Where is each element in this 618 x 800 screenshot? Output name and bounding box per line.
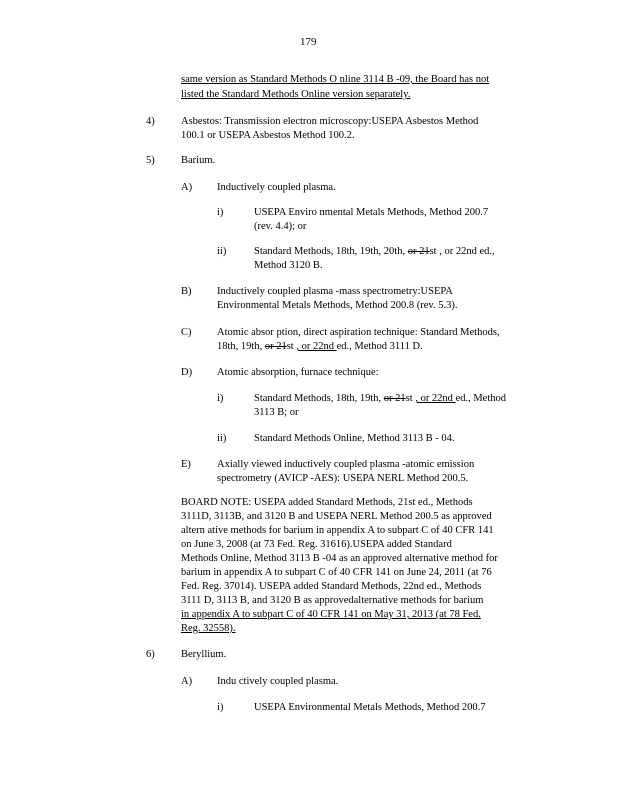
board-note-line-1: BOARD NOTE: USEPA added Standard Methods, 21st ed., Methods xyxy=(181,497,473,508)
item-5b-line-2: Environmental Metals Methods, Method 200.8 (rev. 5.3). xyxy=(217,300,458,311)
item-5e-line-2: spectrometry (AVICP -AES): USEPA NERL Method 200.5. xyxy=(217,473,469,484)
item-5e-letter: E) xyxy=(181,459,191,470)
item-5c-line-1: Atomic absor ption, direct aspiration technique: Standard Methods, xyxy=(217,327,500,338)
board-note-line-5: Methods Online, Method 3113 B -04 as an approved alternative method for xyxy=(181,553,498,564)
item-5d-ii-number: ii) xyxy=(217,433,227,444)
item-5a-i-number: i) xyxy=(217,207,224,218)
item-5a-i-line-2: (rev. 4.4); or xyxy=(254,221,307,232)
item-4-line-2: 100.1 or USEPA Asbestos Method 100.2. xyxy=(181,130,355,141)
item-5a-i-line-1: USEPA Enviro nmental Metals Methods, Method 200.7 xyxy=(254,207,489,218)
board-note-line-3: altern ative methods for barium in appendix A to subpart C of 40 CFR 141 xyxy=(181,525,494,536)
item-6a-i-number: i) xyxy=(217,702,224,713)
intro-line-2: listed the Standard Methods Online version separately. xyxy=(181,89,411,100)
item-6-number: 6) xyxy=(146,649,155,660)
board-note-line-4: on June 3, 2008 (at 73 Fed. Reg. 31616).USEPA added Standard xyxy=(181,539,452,550)
item-5d-letter: D) xyxy=(181,367,193,378)
item-6a-i-line-1: USEPA Environmental Metals Methods, Method 200.7 xyxy=(254,702,486,713)
item-5a-text: Inductively coupled plasma. xyxy=(217,182,336,193)
item-5a-ii-line-2: Method 3120 B. xyxy=(254,260,323,271)
item-6a-text: Indu ctively coupled plasma. xyxy=(217,676,339,687)
item-5d-ii-text: Standard Methods Online, Method 3113 B - 04. xyxy=(254,433,455,444)
item-5-number: 5) xyxy=(146,155,155,166)
item-5d-i-line-2: 3113 B; or xyxy=(254,407,299,418)
board-note-line-6: barium in appendix A to subpart C of 40 CFR 141 on June 24, 2011 (at 76 xyxy=(181,567,492,578)
item-5c-letter: C) xyxy=(181,327,192,338)
page-number: 179 xyxy=(300,36,317,48)
item-5b-line-1: Inductively coupled plasma -mass spectrometry:USEPA xyxy=(217,286,453,297)
item-5d-text: Atomic absorption, furnace technique: xyxy=(217,367,379,378)
item-5a-ii-line-1: Standard Methods, 18th, 19th, 20th, or 21st , or 22nd ed., xyxy=(254,246,495,257)
item-5b-letter: B) xyxy=(181,286,192,297)
item-5c-line-2: 18th, 19th, or 21st , or 22nd ed., Method 3111 D. xyxy=(217,341,423,352)
item-4-line-1: Asbestos: Transmission electron microscopy:USEPA Asbestos Method xyxy=(181,116,479,127)
item-6-title: Beryllium. xyxy=(181,649,227,660)
intro-line-1: same version as Standard Methods O nline 3114 B -09, the Board has not xyxy=(181,74,490,85)
item-5d-i-line-1: Standard Methods, 18th, 19th, or 21st , or 22nd ed., Method xyxy=(254,393,507,404)
item-6a-letter: A) xyxy=(181,676,193,687)
item-5-title: Barium. xyxy=(181,155,216,166)
item-5a-ii-number: ii) xyxy=(217,246,227,257)
item-4-number: 4) xyxy=(146,116,155,127)
board-note-line-9: in appendix A to subpart C of 40 CFR 141 on May 31, 2013 (at 78 Fed. xyxy=(181,609,481,620)
item-5d-i-number: i) xyxy=(217,393,224,404)
board-note-line-2: 3111D, 3113B, and 3120 B and USEPA NERL Method 200.5 as approved xyxy=(181,511,492,522)
board-note-line-8: 3111 D, 3113 B, and 3120 B as approvedalternative methods for barium xyxy=(181,595,484,606)
board-note-line-7: Fed. Reg. 37014). USEPA added Standard Methods, 22nd ed., Methods xyxy=(181,581,482,592)
board-note-line-10: Reg. 32558). xyxy=(181,623,236,634)
item-5e-line-1: Axially viewed inductively coupled plasma -atomic emission xyxy=(217,459,475,470)
item-5a-letter: A) xyxy=(181,182,193,193)
